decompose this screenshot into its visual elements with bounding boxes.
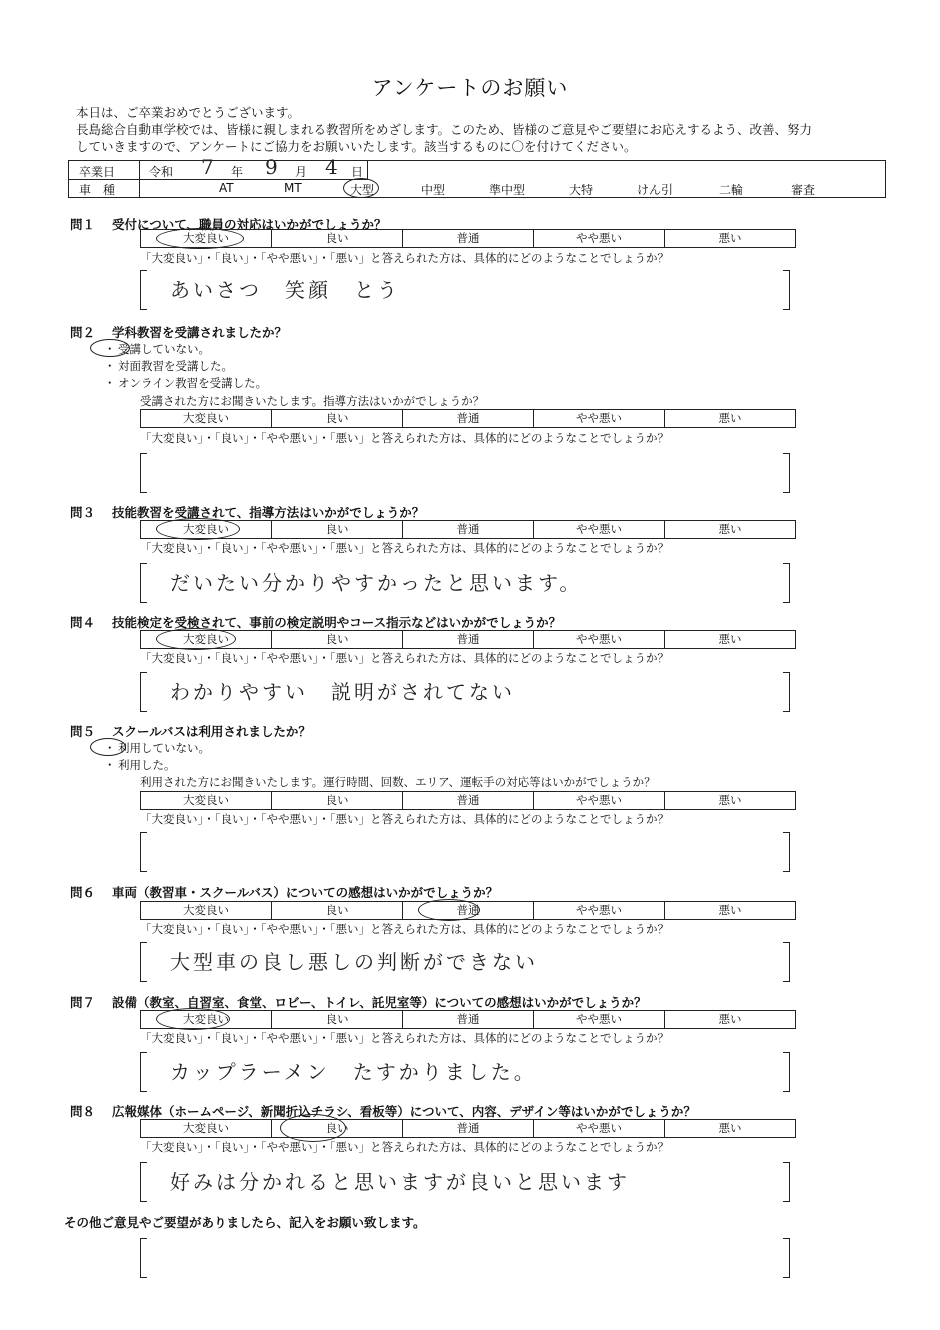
selected-option-circle-q2 xyxy=(90,339,130,357)
rating-bad[interactable]: 悪い xyxy=(664,1011,795,1028)
rating-normal[interactable]: 普通 xyxy=(402,410,533,427)
answer-box-q8[interactable] xyxy=(140,1162,790,1202)
grad-month: 9 xyxy=(265,155,278,179)
selected-rating-circle-q4 xyxy=(156,628,236,650)
rating-very-good[interactable]: 大変良い xyxy=(183,903,229,917)
rating-somewhat-bad[interactable]: やや悪い xyxy=(533,1120,664,1137)
rating-very-good[interactable]: 大変良い xyxy=(183,522,229,536)
answer-text-q8: 好みは分かれると思いますが良いと思います xyxy=(170,1170,630,1194)
rating-scale-q2 xyxy=(140,409,796,428)
grad-year: 7 xyxy=(201,155,214,179)
question-1: 問１ 受付について、職員の対応はいかがでしょうか？ xyxy=(70,217,387,232)
question-6: 問６ 車両（教習車・スクールバス）についての感想はいかがでしょうか？ xyxy=(70,885,499,900)
followup-q6: 「大変良い」・「良い」・「やや悪い」・「悪い」と答えられた方は、具体的にどのようなことでしょうか？ xyxy=(140,922,669,936)
vehicle-large[interactable]: 大型 xyxy=(350,183,375,197)
rating-somewhat-bad[interactable]: やや悪い xyxy=(533,410,664,427)
closing-prompt: その他ご意見やご要望がありましたら、記入をお願い致します。 xyxy=(64,1215,426,1230)
rating-normal[interactable]: 普通 xyxy=(402,792,533,809)
option-in-person[interactable]: ・ 対面教習を受講した。 xyxy=(104,359,233,373)
rating-very-good[interactable]: 大変良い xyxy=(183,411,229,425)
vehicle-motorcycle[interactable]: 二輪 xyxy=(719,183,744,197)
rating-bad[interactable]: 悪い xyxy=(664,792,795,809)
option-bus-not-used[interactable]: ・ 利用していない。 xyxy=(104,741,210,755)
rating-somewhat-bad[interactable]: やや悪い xyxy=(533,521,664,538)
vehicle-semi-medium[interactable]: 準中型 xyxy=(489,183,526,197)
question-8: 問８ 広報媒体（ホームページ、新聞折込チラシ、看板等）について、内容、デザイン等はいかがでしょうか？ xyxy=(70,1104,696,1119)
rating-very-good[interactable]: 大変良い xyxy=(183,793,229,807)
followup-q5: 「大変良い」・「良い」・「やや悪い」・「悪い」と答えられた方は、具体的にどのようなことでしょうか？ xyxy=(140,812,669,826)
rating-scale-q7 xyxy=(140,1010,796,1029)
question-3: 問３ 技能教習を受講されて、指導方法はいかがでしょうか？ xyxy=(70,505,425,520)
rating-very-good[interactable]: 大変良い xyxy=(183,632,229,646)
followup-q4: 「大変良い」・「良い」・「やや悪い」・「悪い」と答えられた方は、具体的にどのようなことでしょうか？ xyxy=(140,651,669,665)
answer-box-q3[interactable] xyxy=(140,563,790,603)
selected-option-circle-q5 xyxy=(90,738,126,756)
rating-normal[interactable]: 普通 xyxy=(402,230,533,247)
answer-box-q1[interactable] xyxy=(140,270,790,310)
rating-good[interactable]: 良い xyxy=(271,792,402,809)
answer-box-q2[interactable] xyxy=(140,453,790,493)
answer-box-closing[interactable] xyxy=(140,1238,790,1278)
answer-text-q1: あいさつ 笑顔 とう xyxy=(170,278,400,302)
selected-rating-circle-q1 xyxy=(156,228,244,249)
rating-good[interactable]: 良い xyxy=(271,410,402,427)
vehicle-towing[interactable]: けん引 xyxy=(637,183,674,197)
day-unit: 日 xyxy=(351,165,364,179)
rating-scale-q5 xyxy=(140,791,796,810)
rating-bad[interactable]: 悪い xyxy=(664,521,795,538)
rating-good[interactable]: 良い xyxy=(271,230,402,247)
answer-text-q3: だいたい分かりやすかったと思います。 xyxy=(170,571,583,595)
rating-good[interactable]: 良い xyxy=(271,902,402,919)
rating-normal[interactable]: 普通 xyxy=(402,902,533,919)
rating-somewhat-bad[interactable]: やや悪い xyxy=(533,631,664,648)
selected-rating-circle-q8 xyxy=(280,1114,346,1142)
answer-box-q4[interactable] xyxy=(140,672,790,712)
selected-rating-circle-q7 xyxy=(156,1008,230,1030)
rating-bad[interactable]: 悪い xyxy=(664,1120,795,1137)
rating-scale-q4 xyxy=(140,630,796,649)
rating-bad[interactable]: 悪い xyxy=(664,410,795,427)
year-unit: 年 xyxy=(231,165,244,179)
subquestion-q2: 受講された方にお聞きいたします。指導方法はいかがでしょうか？ xyxy=(140,394,485,408)
question-4: 問４ 技能検定を受検されて、事前の検定説明やコース指示などはいかがでしょうか？ xyxy=(70,615,562,630)
option-online[interactable]: ・ オンライン教習を受講した。 xyxy=(104,376,268,390)
answer-text-q6: 大型車の良し悪しの判断ができない xyxy=(170,950,538,974)
vehicle-label: 車 種 xyxy=(79,183,116,197)
rating-good[interactable]: 良い xyxy=(271,631,402,648)
rating-normal[interactable]: 普通 xyxy=(402,521,533,538)
answer-text-q4: わかりやすい 説明がされてない xyxy=(170,680,515,704)
subquestion-q5: 利用された方にお聞きいたします。運行時間、回数、エリア、運転手の対応等はいかがでしょうか？ xyxy=(140,775,656,789)
era: 令和 xyxy=(149,165,174,179)
followup-q3: 「大変良い」・「良い」・「やや悪い」・「悪い」と答えられた方は、具体的にどのようなことでしょうか？ xyxy=(140,541,669,555)
answer-box-q6[interactable] xyxy=(140,942,790,982)
answer-box-q5[interactable] xyxy=(140,832,790,872)
intro-line-1: 本日は、ご卒業おめでとうございます。 xyxy=(76,105,301,120)
rating-bad[interactable]: 悪い xyxy=(664,631,795,648)
rating-good[interactable]: 良い xyxy=(271,521,402,538)
rating-somewhat-bad[interactable]: やや悪い xyxy=(533,230,664,247)
answer-box-q7[interactable] xyxy=(140,1052,790,1092)
question-2: 問２ 学科教習を受講されましたか？ xyxy=(70,325,288,340)
option-bus-used[interactable]: ・ 利用した。 xyxy=(104,758,176,772)
selected-vehicle-circle xyxy=(343,178,379,198)
option-not-attended[interactable]: ・ 受講していない。 xyxy=(104,342,210,356)
question-7: 問７ 設備（教室、自習室、食堂、ロビー、トイレ、託児室等）についての感想はいかがでしょうか？ xyxy=(70,995,647,1010)
month-unit: 月 xyxy=(295,165,308,179)
answer-text-q7: カップラーメン たすかりました。 xyxy=(170,1060,537,1084)
grad-day: 4 xyxy=(325,155,338,179)
rating-very-good[interactable]: 大変良い xyxy=(183,1012,229,1026)
vehicle-special[interactable]: 大特 xyxy=(569,183,594,197)
rating-normal[interactable]: 普通 xyxy=(402,1120,533,1137)
intro-line-3: していきますので、アンケートにご協力をお願いいたします。該当するものに〇を付けてください。 xyxy=(76,139,637,154)
rating-somewhat-bad[interactable]: やや悪い xyxy=(533,792,664,809)
followup-q1: 「大変良い」・「良い」・「やや悪い」・「悪い」と答えられた方は、具体的にどのようなことでしょうか？ xyxy=(140,251,669,265)
followup-q8: 「大変良い」・「良い」・「やや悪い」・「悪い」と答えられた方は、具体的にどのようなことでしょうか？ xyxy=(140,1140,669,1154)
followup-q7: 「大変良い」・「良い」・「やや悪い」・「悪い」と答えられた方は、具体的にどのようなことでしょうか？ xyxy=(140,1031,669,1045)
rating-very-good[interactable]: 大変良い xyxy=(183,231,229,245)
grad-date-label: 卒業日 xyxy=(79,165,116,179)
vehicle-at[interactable]: AT xyxy=(219,181,234,195)
graduation-vehicle-box xyxy=(68,155,886,198)
vehicle-mt[interactable]: MT xyxy=(284,181,302,195)
rating-bad[interactable]: 悪い xyxy=(664,230,795,247)
vehicle-review[interactable]: 審査 xyxy=(791,183,816,197)
selected-rating-circle-q6 xyxy=(418,899,480,921)
rating-bad[interactable]: 悪い xyxy=(664,902,795,919)
followup-q2: 「大変良い」・「良い」・「やや悪い」・「悪い」と答えられた方は、具体的にどのようなことでしょうか？ xyxy=(140,431,669,445)
rating-normal[interactable]: 普通 xyxy=(402,631,533,648)
question-5: 問５ スクールバスは利用されましたか？ xyxy=(70,724,311,739)
vehicle-medium[interactable]: 中型 xyxy=(421,183,446,197)
rating-somewhat-bad[interactable]: やや悪い xyxy=(533,1011,664,1028)
rating-somewhat-bad[interactable]: やや悪い xyxy=(533,902,664,919)
rating-good[interactable]: 良い xyxy=(271,1120,402,1137)
rating-scale-q8 xyxy=(140,1119,796,1138)
page-title: アンケートのお願い xyxy=(371,76,569,100)
rating-very-good[interactable]: 大変良い xyxy=(183,1121,229,1135)
rating-good[interactable]: 良い xyxy=(271,1011,402,1028)
intro-line-2: 長島総合自動車学校では、皆様に親しまれる教習所をめざします。このため、皆様のご意見やご要望にお応えするよう、改善、努力 xyxy=(76,122,813,137)
rating-normal[interactable]: 普通 xyxy=(402,1011,533,1028)
selected-rating-circle-q3 xyxy=(156,518,240,540)
